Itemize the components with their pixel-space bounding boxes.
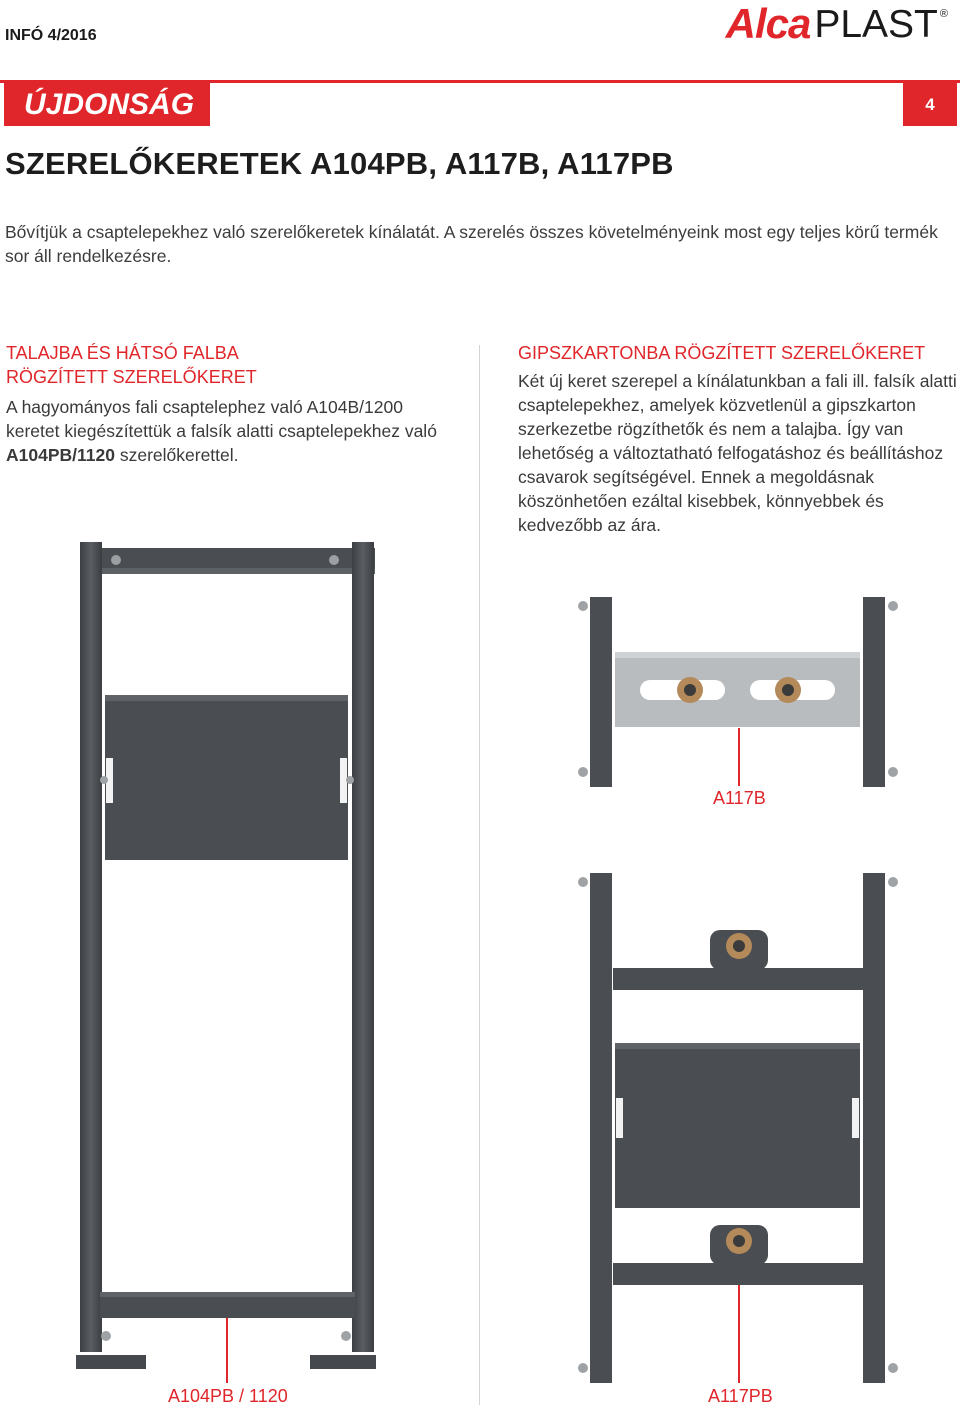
left-section bbox=[6, 341, 456, 467]
a104pb-frame-illustration bbox=[70, 540, 390, 1380]
issue-label: INFÓ 4/2016 bbox=[5, 27, 97, 44]
alcaplast-logo bbox=[726, 2, 948, 46]
right-section-body: Két új keret szerepel a kínálatunkban a fali ill. falsík alatti csaptelepekhez, amelyek közvetlenül a gipszkarton szerkezetbe rögzíthetők és nem a talajba. Így van lehetőség a változtatható felfogatáshoz és beállításhoz csavarok segítségével. Ennek a megoldásnak köszönhetően ezáltal kisebbek, könnyebbek és kedvezőbb az ára. bbox=[518, 371, 957, 535]
a117b-callout-line bbox=[738, 728, 740, 786]
logo-registered-mark: ® bbox=[939, 8, 948, 20]
logo-plast-text: PLAST bbox=[814, 3, 938, 46]
left-section-body bbox=[6, 395, 456, 467]
a117b-caption: A117B bbox=[713, 788, 766, 808]
left-section-heading-line1: TALAJBA ÉS HÁTSÓ FALBA bbox=[6, 343, 239, 363]
page-number: 4 bbox=[903, 83, 957, 126]
column-divider bbox=[479, 345, 480, 1405]
a117pb-callout-line bbox=[738, 1285, 740, 1383]
novelty-tag: ÚJDONSÁG bbox=[4, 83, 210, 126]
a104pb-callout-line bbox=[226, 1318, 228, 1383]
left-body-part1: A hagyományos fali csaptelephez való A104B/1200 keretet kiegészítettük a falsík alatti csaptelepekhez való bbox=[6, 397, 437, 441]
right-section bbox=[518, 341, 958, 537]
left-body-part2: szerelőkerettel. bbox=[114, 445, 239, 465]
right-section-heading: GIPSZKARTONBA RÖGZÍTETT SZERELŐKERET bbox=[518, 343, 926, 363]
page-title: SZERELŐKERETEK A104PB, A117B, A117PB bbox=[5, 146, 674, 181]
a117pb-caption: A117PB bbox=[708, 1386, 773, 1406]
left-section-heading-line2: RÖGZÍTETT SZERELŐKERET bbox=[6, 367, 257, 387]
intro-paragraph: Bővítjük a csaptelepekhez való szerelőkeretek kínálatát. A szerelés összes követelményeink most egy teljes körű termék sor áll rendelkezésre. bbox=[5, 222, 938, 266]
logo-alca-text: Alca bbox=[725, 0, 811, 47]
a104pb-caption: A104PB / 1120 bbox=[168, 1386, 288, 1406]
left-body-bold: A104PB/1120 bbox=[6, 445, 115, 465]
